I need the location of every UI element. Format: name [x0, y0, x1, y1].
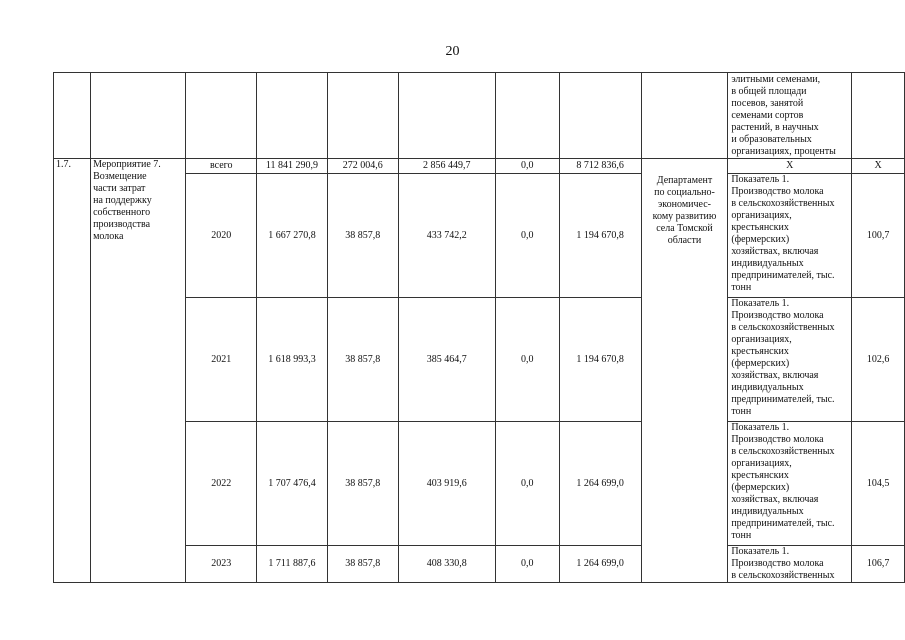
program-table: [53, 72, 905, 583]
row-regional: 385 464,7: [398, 298, 495, 422]
row-federal: 38 857,8: [327, 174, 398, 298]
row-local: 0,0: [495, 422, 559, 546]
total-year-label: всего: [186, 159, 257, 174]
page-number: 20: [445, 44, 460, 59]
total-extra: 8 712 836,6: [559, 159, 641, 174]
row-year: 2021: [186, 298, 257, 422]
row-indicator: Показатель 1. Производство молока в сельскохозяйственных организациях, крестьянских (фермерских) хозяйствах, включая индивидуальных предпринимателей, тыс. тонн: [728, 422, 852, 546]
row-value: 100,7: [852, 174, 905, 298]
executor: [641, 159, 728, 583]
row-federal: 38 857,8: [327, 546, 398, 583]
prev-indicator-text: элитными семенами, в общей площади посевов, занятой семенами сортов растений, в научных и образовательных организациях, проценты: [728, 73, 852, 159]
row-extra: 1 264 699,0: [559, 546, 641, 583]
row-extra: 1 194 670,8: [559, 298, 641, 422]
item-number: 1.7.: [54, 159, 91, 583]
total-federal: 272 004,6: [327, 159, 398, 174]
row-indicator: Показатель 1. Производство молока в сельскохозяйственных организациях, крестьянских (фермерских) хозяйствах, включая индивидуальных предпринимателей, тыс. тонн: [728, 174, 852, 298]
row-year: 2022: [186, 422, 257, 546]
row-extra: 1 194 670,8: [559, 174, 641, 298]
row-total: 1 707 476,4: [257, 422, 328, 546]
row-federal: 38 857,8: [327, 422, 398, 546]
row-local: 0,0: [495, 298, 559, 422]
executor-text: Департамент по социально- экономичес- кому развитию села Томской области: [652, 175, 717, 246]
row-extra: 1 264 699,0: [559, 422, 641, 546]
row-total: 1 711 887,6: [257, 546, 328, 583]
row-year: 2020: [186, 174, 257, 298]
row-total: 1 667 270,8: [257, 174, 328, 298]
total-indicator: Х: [728, 159, 852, 174]
row-regional: 433 742,2: [398, 174, 495, 298]
total-regional: 2 856 449,7: [398, 159, 495, 174]
row-value: 104,5: [852, 422, 905, 546]
total-local: 0,0: [495, 159, 559, 174]
row-regional: 403 919,6: [398, 422, 495, 546]
total-value: Х: [852, 159, 905, 174]
continuation-row: [54, 73, 905, 159]
row-local: 0,0: [495, 546, 559, 583]
row-year: 2023: [186, 546, 257, 583]
row-value: 102,6: [852, 298, 905, 422]
row-indicator: Показатель 1. Производство молока в сельскохозяйственных организациях, крестьянских (фермерских) хозяйствах, включая индивидуальных предпринимателей, тыс. тонн: [728, 298, 852, 422]
item-name: Мероприятие 7. Возмещение части затрат на поддержку собственного производства молока: [91, 159, 186, 583]
row-local: 0,0: [495, 174, 559, 298]
row-value: 106,7: [852, 546, 905, 583]
row-regional: 408 330,8: [398, 546, 495, 583]
total-row: [54, 159, 905, 174]
row-total: 1 618 993,3: [257, 298, 328, 422]
row-federal: 38 857,8: [327, 298, 398, 422]
total-sum: 11 841 290,9: [257, 159, 328, 174]
row-indicator: Показатель 1. Производство молока в сельскохозяйственных: [728, 546, 852, 583]
